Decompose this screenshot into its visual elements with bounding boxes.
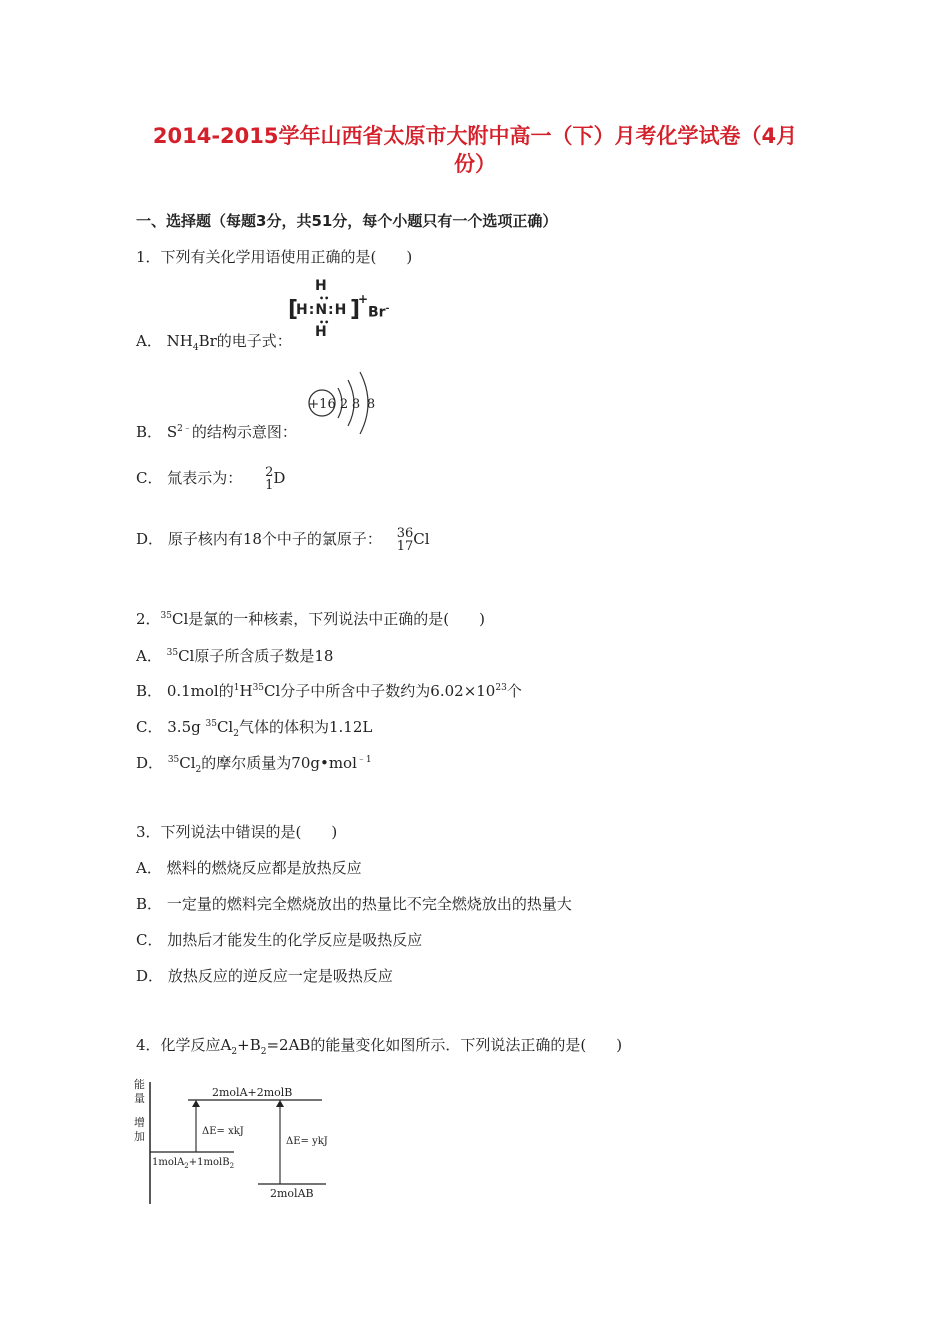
bracket-left: [	[288, 297, 299, 322]
electron-formula-center: H:N:H	[296, 302, 348, 318]
shell-1-count: 2	[339, 397, 349, 412]
option-superscript: 2﹣	[177, 424, 192, 434]
question-3-option-a: A． 燃料的燃烧反应都是放热反应	[136, 859, 362, 877]
question-3-option-b: B． 一定量的燃料完全燃烧放出的热量比不完全燃烧放出的热量大	[136, 895, 572, 913]
option-text-2: 的结构示意图：	[191, 423, 297, 441]
question-1-option-c	[136, 466, 285, 492]
option-subscript: 4	[192, 343, 199, 353]
question-1-option-a	[136, 330, 292, 353]
option-text: 氚表示为：	[167, 469, 243, 487]
shell-2-count: 8	[351, 397, 361, 412]
y-axis-label-4: 加	[134, 1130, 145, 1143]
question-1-option-d	[136, 527, 430, 553]
question-2-option-d: D． $^{35}Cl_2$的摩尔质量为70g•mol$^{﹣1}$	[136, 754, 372, 775]
option-label: A．	[136, 332, 162, 350]
question-2-option-c: C． 3.5g $^{35}Cl_2$气体的体积为1.12L	[136, 718, 373, 739]
question-1-stem: 1．下列有关化学用语使用正确的是( )	[136, 248, 413, 266]
bracket-right: ]	[350, 297, 361, 322]
section-heading: 一、选择题（每题3分，共51分，每个小题只有一个选项正确）	[136, 212, 558, 230]
question-3-option-d: D． 放热反应的逆反应一定是吸热反应	[136, 967, 393, 985]
arrow-x-label: ΔE= xkJ	[202, 1126, 244, 1137]
shell-3-count: 8	[366, 397, 376, 412]
option-text: NH	[166, 332, 193, 350]
option-text-2: Br的电子式：	[198, 332, 292, 350]
option-label: D．	[136, 530, 164, 548]
arrow-y-label: ΔE= ykJ	[286, 1136, 328, 1147]
nuclide-symbol-d: Cl	[413, 530, 430, 548]
y-axis-label-2: 量	[134, 1092, 145, 1105]
electron-formula-h-top: H	[315, 278, 327, 294]
question-2-stem: 2．$^{35}$Cl是氯的一种核素，下列说法中正确的是( )	[136, 610, 485, 628]
question-3-stem: 3．下列说法中错误的是( )	[136, 823, 338, 841]
option-text: S	[166, 423, 178, 441]
level-left-label: 1molA$_2$+1molB$_2$	[152, 1157, 235, 1170]
page-title-line1: 2014-2015学年山西省太原市大附中高一（下）月考化学试卷（4月	[152, 124, 798, 148]
electron-formula-nh4br	[288, 278, 398, 344]
electron-dots-top: ••	[319, 294, 330, 303]
y-axis-label-3: 增	[134, 1116, 145, 1129]
arrow-x-head	[192, 1100, 200, 1107]
option-text: 原子核内有18个中子的氯原子：	[167, 530, 382, 548]
energy-level-diagram	[130, 1074, 340, 1210]
electron-formula-anion: Br-	[368, 304, 390, 321]
nuclide-symbol-c: D	[273, 469, 286, 487]
nucleus-label: +16	[308, 397, 336, 412]
y-axis-label-1: 能	[134, 1078, 145, 1091]
question-2-option-b: B． 0.1mol的$^1H^{35}Cl$分子中所含中子数约为$6.02\times 10^{23}$个	[136, 682, 522, 700]
question-2-option-a: A． $^{35}$Cl原子所含质子数是18	[136, 647, 334, 665]
electron-formula-charge: +	[358, 292, 369, 306]
question-3-option-c: C． 加热后才能发生的化学反应是吸热反应	[136, 931, 423, 949]
level-top-label: 2molA+2molB	[212, 1086, 293, 1099]
nuclide-notation-c: 2 1	[265, 465, 274, 493]
arrow-y-head	[276, 1100, 284, 1107]
question-1-option-b	[136, 421, 297, 442]
option-label: B．	[136, 423, 163, 441]
electron-formula-h-bottom: H	[315, 324, 327, 340]
question-4-stem: 4．化学反应$A_2+B_2=2AB$的能量变化如图所示．下列说法正确的是( )	[136, 1036, 623, 1057]
option-label: C．	[136, 469, 163, 487]
nuclide-notation-d: 36 17	[396, 526, 414, 554]
page-title-line2: 份）	[454, 152, 496, 176]
atomic-structure-diagram	[300, 366, 390, 438]
level-bottom-label: 2molAB	[270, 1187, 314, 1200]
electron-dots-bottom: ••	[319, 318, 330, 327]
